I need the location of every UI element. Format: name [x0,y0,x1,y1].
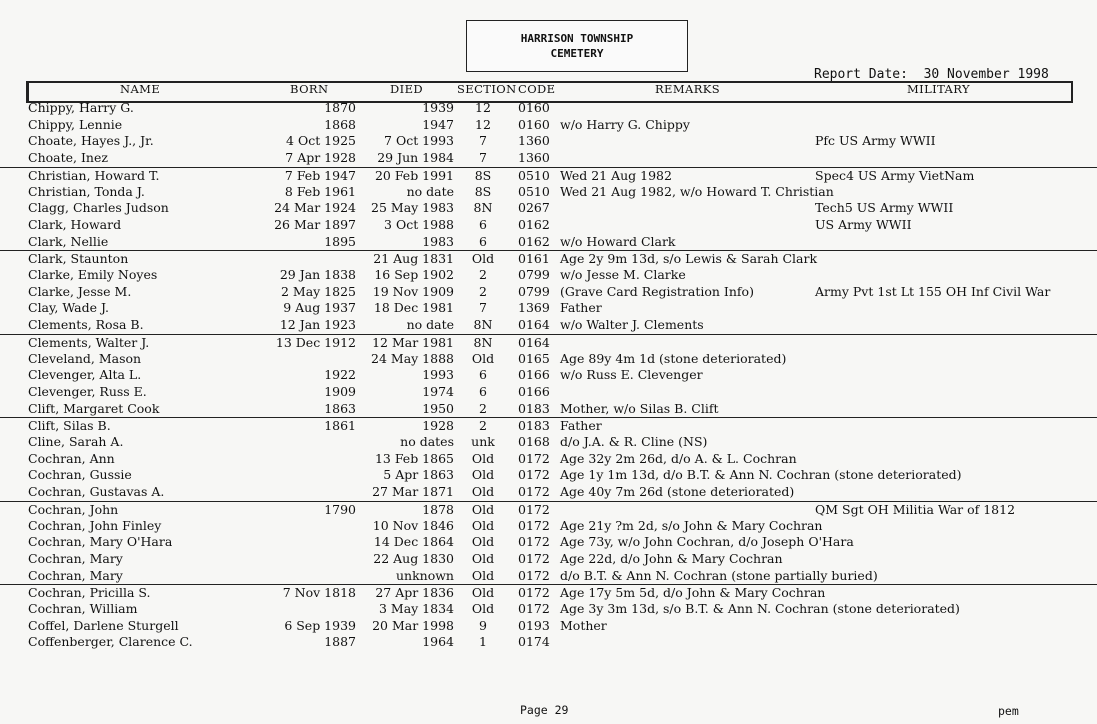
table-row [0,200,1097,217]
record-name: Cochran, Mary [28,567,123,583]
record-born: 1887 [324,634,356,650]
record-name: Christian, Howard T. [28,167,160,183]
record-born: 8 Feb 1961 [284,183,356,199]
record-remarks: Age 22d, d/o John & Mary Cochran [560,550,783,566]
record-section: 7 [479,133,487,149]
record-remarks: Age 1y 1m 13d, d/o B.T. & Ann N. Cochran (stone deteriorated) [560,467,962,483]
table-row [0,267,1097,284]
record-military: QM Sgt OH Militia War of 1812 [815,501,1016,517]
title-line-1: HARRISON TOWNSHIP [520,32,634,45]
record-section: 8S [474,183,492,199]
record-died: 1928 [422,418,454,434]
record-section: Old [471,601,495,616]
table-row [0,484,1097,501]
table-row [0,518,1097,535]
record-born: 2 May 1825 [280,283,356,299]
record-military: Pfc US Army WWII [815,133,936,149]
record-code: 1360 [518,133,550,149]
table-row [0,100,1097,117]
record-born: 1861 [324,418,356,434]
record-died: 18 Dec 1981 [373,300,454,316]
record-name: Choate, Inez [28,150,108,166]
record-name: Clark, Staunton [28,251,129,267]
record-born: 1909 [324,383,356,399]
record-code: 0172 [518,567,550,583]
record-died: 20 Feb 1991 [374,167,454,183]
record-remarks: d/o B.T. & Ann N. Cochran (stone partially buried) [560,567,878,583]
record-remarks: Age 17y 5m 5d, d/o John & Mary Cochran [560,585,826,601]
record-died: 1878 [422,501,454,517]
record-code: 0166 [518,383,550,399]
record-born: 1895 [324,233,356,249]
record-code: 1369 [518,300,550,316]
record-died: 12 Mar 1981 [372,334,454,350]
record-name: Clagg, Charles Judson [28,200,169,216]
table-row [0,451,1097,468]
record-name: Coffenberger, Clarence C. [28,634,193,650]
record-section: 9 [479,617,487,633]
record-name: Clift, Silas B. [28,418,111,434]
table-row [0,551,1097,568]
record-died: 16 Sep 1902 [374,267,454,282]
record-died: 22 Aug 1830 [373,550,454,566]
record-name: Clark, Howard [28,216,122,232]
record-died: 21 Aug 1831 [373,251,454,267]
record-name: Clarke, Emily Noyes [28,267,158,282]
record-died: 3 Oct 1988 [384,216,454,232]
record-code: 0267 [518,200,550,216]
record-code: 0164 [518,334,550,350]
record-section: 6 [479,233,487,249]
table-row [0,300,1097,317]
record-section: 8S [474,167,492,183]
record-name: Clift, Margaret Cook [28,400,160,416]
record-code: 0799 [518,267,550,282]
compiler-initials: pem [998,704,1019,718]
record-remarks: Age 3y 3m 13d, s/o B.T. & Ann N. Cochran (stone deteriorated) [560,601,960,616]
record-code: 0193 [518,617,550,633]
record-died: 5 Apr 1863 [383,467,454,483]
record-remarks: d/o J.A. & R. Cline (NS) [560,434,708,449]
record-code: 0172 [518,501,550,517]
record-code: 1360 [518,150,550,166]
record-born: 6 Sep 1939 [284,617,356,633]
title-line-2: CEMETERY [550,47,604,60]
table-row [0,317,1097,334]
record-died: no dates [400,434,454,449]
header-code: CODE [518,82,556,96]
record-born: 1922 [324,367,356,383]
record-name: Christian, Tonda J. [28,183,145,199]
record-name: Coffel, Darlene Sturgell [28,617,179,633]
record-remarks: Age 21y ?m 2d, s/o John & Mary Cochran [560,517,823,533]
record-section: 7 [479,150,487,166]
record-section: 6 [479,383,487,399]
record-remarks: Father [560,300,602,316]
record-name: Clarke, Jesse M. [28,283,132,299]
record-military: Army Pvt 1st Lt 155 OH Inf Civil War [815,283,1051,299]
record-born: 12 Jan 1923 [279,317,356,333]
table-row [0,601,1097,618]
record-section: Old [471,517,495,533]
record-remarks: w/o Walter J. Clements [560,317,704,333]
record-remarks: Age 73y, w/o John Cochran, d/o Joseph O'Hara [560,534,854,550]
record-name: Choate, Hayes J., Jr. [28,133,154,149]
record-born: 26 Mar 1897 [274,216,356,232]
table-row [0,568,1097,585]
record-remarks: Mother, w/o Silas B. Clift [560,400,719,416]
table-row [0,167,1097,185]
record-section: 7 [479,300,487,316]
record-remarks: Mother [560,617,607,633]
record-born: 13 Dec 1912 [275,334,356,350]
record-died: 1964 [422,634,454,650]
header-military: MILITARY [907,82,970,96]
table-row [0,618,1097,635]
header-name: NAME [120,82,161,96]
record-died: 27 Apr 1836 [375,585,454,601]
record-died: 1993 [422,367,454,383]
record-born: 7 Feb 1947 [284,167,356,183]
title-box [466,20,688,72]
header-remarks: REMARKS [655,82,721,96]
record-name: Cochran, William [28,601,138,616]
record-born: 1790 [324,501,356,517]
record-military: Spec4 US Army VietNam [815,167,975,183]
record-section: 8N [473,200,493,216]
record-name: Cochran, Gustavas A. [28,484,165,500]
record-section: Old [471,467,495,483]
record-died: no date [406,317,454,333]
record-died: unknown [395,567,454,583]
record-remarks: Father [560,418,602,434]
record-name: Cleveland, Mason [28,350,142,366]
record-military: Tech5 US Army WWII [815,200,954,216]
record-code: 0510 [518,167,550,183]
table-row [0,467,1097,484]
record-code: 0172 [518,467,550,483]
record-name: Chippy, Lennie [28,116,123,132]
record-born: 29 Jan 1838 [279,267,356,282]
record-died: 3 May 1834 [378,601,454,616]
record-born: 9 Aug 1937 [283,300,356,316]
table-row [0,584,1097,602]
record-section: unk [471,434,495,449]
record-code: 0165 [518,350,550,366]
record-remarks: Wed 21 Aug 1982 [560,167,672,183]
header-died: DIED [390,82,423,96]
table-row [0,184,1097,201]
record-code: 0161 [518,251,550,267]
table-row [0,417,1097,435]
record-name: Cochran, Pricilla S. [28,585,151,601]
record-code: 0160 [518,116,550,132]
record-died: 29 Jun 1984 [377,150,454,166]
record-code: 0510 [518,183,550,199]
record-died: 19 Nov 1909 [372,283,454,299]
record-born: 1868 [324,116,356,132]
record-section: Old [471,450,495,466]
record-died: 24 May 1888 [371,350,454,366]
record-name: Clements, Walter J. [28,334,150,350]
record-name: Cochran, Mary O'Hara [28,534,173,550]
table-row [0,284,1097,301]
record-died: 7 Oct 1993 [384,133,454,149]
table-row [0,150,1097,167]
record-name: Clements, Rosa B. [28,317,144,333]
record-section: 8N [473,317,493,333]
record-code: 0172 [518,601,550,616]
record-remarks: Age 2y 9m 13d, s/o Lewis & Sarah Clark [560,251,818,267]
record-code: 0164 [518,317,550,333]
record-born: 1863 [324,400,356,416]
record-born: 4 Oct 1925 [286,133,356,149]
record-name: Cochran, Gussie [28,467,132,483]
table-row [0,401,1097,418]
record-section: 12 [475,116,491,132]
record-born: 1870 [324,100,356,115]
record-died: 14 Dec 1864 [373,534,454,550]
record-section: 6 [479,216,487,232]
table-row [0,634,1097,651]
record-died: no date [406,183,454,199]
record-section: Old [471,350,495,366]
record-code: 0172 [518,484,550,500]
record-code: 0799 [518,283,550,299]
header-section: SECTION [457,82,517,96]
record-remarks: Age 40y 7m 26d (stone deteriorated) [560,484,795,500]
record-died: 13 Feb 1865 [374,450,454,466]
record-section: Old [471,501,495,517]
table-row [0,384,1097,401]
report-date: Report Date: 30 November 1998 [814,67,1049,82]
record-code: 0172 [518,585,550,601]
record-name: Clevenger, Alta L. [28,367,142,383]
record-section: 2 [479,283,487,299]
record-died: 1974 [422,383,454,399]
record-code: 0183 [518,418,550,434]
record-code: 0183 [518,400,550,416]
record-section: 1 [479,634,487,650]
table-row [0,334,1097,352]
record-section: 6 [479,367,487,383]
header-born: BORN [290,82,329,96]
record-code: 0162 [518,216,550,232]
page-number: Page 29 [520,703,569,717]
table-row [0,250,1097,268]
table-row [0,534,1097,551]
record-born: 7 Nov 1818 [282,585,356,601]
record-code: 0168 [518,434,550,449]
record-section: 2 [479,267,487,282]
record-died: 1939 [422,100,454,115]
record-section: Old [471,251,495,267]
record-remarks: w/o Russ E. Clevenger [560,367,703,383]
record-born: 24 Mar 1924 [274,200,356,216]
record-name: Clevenger, Russ E. [28,383,147,399]
record-remarks: (Grave Card Registration Info) [560,283,754,299]
record-name: Cochran, Ann [28,450,115,466]
record-died: 1947 [422,116,454,132]
record-code: 0172 [518,517,550,533]
record-section: Old [471,585,495,601]
record-born: 7 Apr 1928 [285,150,356,166]
record-code: 0172 [518,534,550,550]
record-code: 0166 [518,367,550,383]
record-section: Old [471,484,495,500]
table-row [0,351,1097,368]
record-name: Cline, Sarah A. [28,434,124,449]
record-remarks: w/o Harry G. Chippy [560,116,690,132]
table-row [0,234,1097,251]
record-military: US Army WWII [815,216,912,232]
record-section: 8N [473,334,493,350]
table-row [0,367,1097,384]
record-name: Cochran, John Finley [28,517,162,533]
record-section: 2 [479,400,487,416]
record-died: 27 Mar 1871 [372,484,454,500]
record-section: Old [471,550,495,566]
record-died: 1950 [422,400,454,416]
record-code: 0172 [518,550,550,566]
record-died: 20 Mar 1998 [372,617,454,633]
record-section: 2 [479,418,487,434]
table-row [0,133,1097,150]
record-remarks: Age 89y 4m 1d (stone deteriorated) [560,350,787,366]
table-row [0,117,1097,134]
table-row [0,501,1097,519]
record-section: Old [471,567,495,583]
record-died: 10 Nov 1846 [372,517,454,533]
record-remarks: Wed 21 Aug 1982, w/o Howard T. Christian [560,183,834,199]
record-code: 0160 [518,100,550,115]
record-remarks: w/o Howard Clark [560,233,676,249]
record-name: Clark, Nellie [28,233,109,249]
table-row [0,217,1097,234]
record-code: 0174 [518,634,550,650]
record-remarks: w/o Jesse M. Clarke [560,267,686,282]
record-remarks: Age 32y 2m 26d, d/o A. & L. Cochran [560,450,797,466]
record-code: 0172 [518,450,550,466]
table-row [0,434,1097,451]
record-name: Clay, Wade J. [28,300,109,316]
record-name: Cochran, Mary [28,550,123,566]
record-died: 25 May 1983 [371,200,454,216]
record-name: Cochran, John [28,501,119,517]
record-code: 0162 [518,233,550,249]
record-name: Chippy, Harry G. [28,100,134,115]
record-section: Old [471,534,495,550]
record-died: 1983 [422,233,454,249]
record-section: 12 [475,100,491,115]
